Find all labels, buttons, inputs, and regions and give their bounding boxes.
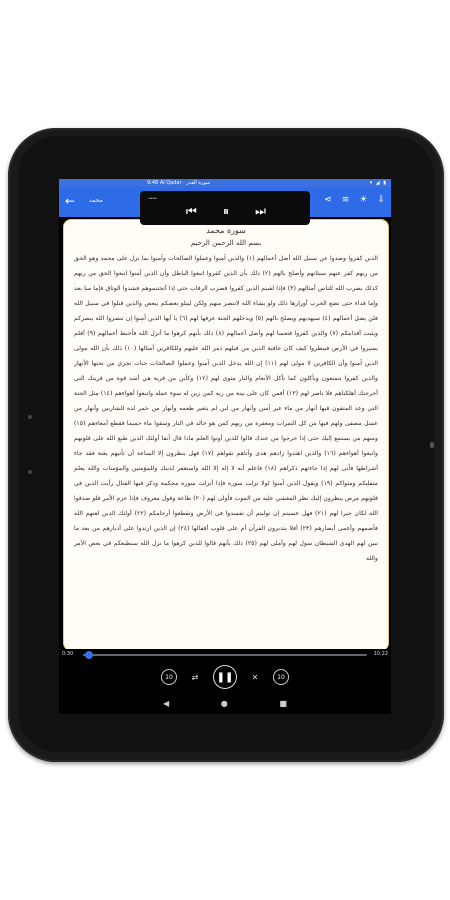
total-time: 10:22 (373, 651, 388, 657)
shuffle-icon[interactable]: ✕ (251, 672, 259, 682)
pause-button[interactable]: ❚❚ (213, 665, 237, 689)
camera-sensor (28, 470, 32, 474)
mini-player (140, 191, 310, 225)
system-nav-bar (163, 697, 287, 709)
verses-text: الذين كفروا وصدوا عن سبيل الله أضل أعمالهم (١) والذين آمنوا وعملوا الصالحات وآمنوا بما نزل على محمد وهو الحق من ربهم كفر عنهم سيئاتهم وأصلح بالهم (٢) ذلك بأن الذين كفروا اتبعوا الباطل وأن الذين آمنوا اتبعوا الحق من ربهم كذلك يضرب الله للناس أمثالهم (٣) فإذا لقيتم الذين كفروا فضرب الرقاب حتى إذا أثخنتموهم فشدوا الوثاق فإما منا بعد وإما فداء حتى تضع الحرب أوزارها ذلك ولو يشاء الله لانتصر منهم ولكن ليبلو بعضكم ببعض والذين قتلوا في سبيل الله فلن يضل أعمالهم (٤) سيهديهم ويصلح بالهم (٥) ويدخلهم الجنة عرفها لهم (٦) يا أيها الذين آمنوا إن تنصروا الله ينصركم ويثبت أقدامكم (٧) والذين كفروا فتعسا لهم وأضل أعمالهم (٨) ذلك بأنهم كرهوا ما أنزل الله فأحبط أعمالهم (٩) أفلم يسيروا في الأرض فينظروا كيف كان عاقبة الذين من قبلهم دمر الله عليهم وللكافرين أمثالها (١٠) ذلك بأن الله مولى الذين آمنوا وأن الكافرين لا مولى لهم (١١) إن الله يدخل الذين آمنوا وعملوا الصالحات جنات تجري من تحتها الأنهار والذين كفروا يتمتعون ويأكلون كما تأكل الأنعام والنار مثوى لهم (١٢) وكأين من قرية هي أشد قوة من قريتك التي أخرجتك أهلكناهم فلا ناصر لهم (١٣) أفمن كان على بينة من ربه كمن زين له سوء عمله واتبعوا أهواءهم (١٤) مثل الجنة التي وعد المتقون فيها أنهار من ماء غير آسن وأنهار من لبن لم يتغير طعمه وأنهار من خمر لذة للشاربين وأنهار من عسل مصفى ولهم فيها من كل الثمرات ومغفرة من ربهم كمن هو خالد في النار وسقوا ماء حميما فقطع أمعاءهم (١٥) ومنهم من يستمع إليك حتى إذا خرجوا من عندك قالوا للذين أوتوا العلم ماذا قال آنفا أولئك الذين طبع الله على قلوبهم واتبعوا أهواءهم (١٦) والذين اهتدوا زادهم هدى وآتاهم تقواهم (١٧) فهل ينظرون إلا الساعة أن تأتيهم بغتة فقد جاء أشراطها فأنى لهم إذا جاءتهم ذكراهم (١٨) فاعلم أنه لا إله إلا الله واستغفر لذنبك وللمؤمنين والمؤمنات والله يعلم متقلبكم ومثواكم (١٩) ويقول الذين آمنوا لولا نزلت سورة فإذا أنزلت سورة محكمة وذكر فيها القتال رأيت الذين في قلوبهم مرض ينظرون إليك نظر المغشي عليه من الموت فأولى لهم (٢٠) طاعة وقول معروف فإذا عزم الأمر فلو صدقوا الله لكان خيرا لهم (٢١) فهل عسيتم إن توليتم أن تفسدوا في الأرض وتقطعوا أرحامكم (٢٢) أولئك الذين لعنهم الله فأصمهم وأعمى أبصارهم (٢٣) أفلا يتدبرون القرآن أم على قلوب أقفالها (٢٤) إن الذين ارتدوا على أدبارهم من بعد ما تبين لهم الهدى الشيطان سول لهم وأملى لهم (٢٥) ذلك بأنهم قالوا للذين كرهوا ما نزل الله سنطيعكم في بعض الأمر والله (74, 255, 379, 562)
audio-player (59, 649, 391, 714)
front-camera (28, 415, 32, 419)
nav-recents-icon[interactable]: ■ (279, 698, 287, 708)
player-controls (161, 665, 289, 689)
skip-previous-icon[interactable]: ⏮ (186, 204, 197, 218)
brightness-icon[interactable]: ☀ (359, 195, 368, 205)
mini-player-controls (186, 204, 266, 218)
nav-back-icon[interactable]: ◀ (163, 698, 170, 708)
seek-bar[interactable] (83, 654, 367, 656)
seek-thumb[interactable] (85, 651, 93, 659)
side-sensor (430, 442, 434, 448)
bookmark-icon[interactable]: ≡ (341, 195, 350, 205)
status-icons: ▾ ◢ ▮ (369, 180, 387, 186)
arrow-left-icon[interactable]: ← (65, 194, 76, 208)
tablet-screen (59, 179, 391, 714)
basmala: بسم الله الرحمن الرحيم (190, 239, 262, 247)
pause-icon[interactable]: ⏸ (222, 204, 229, 218)
repeat-icon[interactable]: ⇄ (191, 672, 199, 682)
rewind-10-icon[interactable]: 10 (161, 669, 177, 685)
mini-player-title: محمد (148, 195, 158, 200)
share-icon[interactable]: ⋖ (324, 195, 332, 205)
nav-home-icon[interactable]: ● (220, 698, 228, 708)
status-bar (59, 179, 391, 187)
app-bar-actions (324, 195, 385, 205)
elapsed-time: 0:30 (62, 651, 74, 657)
app-bar-title: محمد (89, 197, 103, 204)
skip-next-icon[interactable]: ⏭ (255, 204, 266, 218)
surah-title: سورة محمد (206, 226, 246, 235)
download-icon[interactable]: ⇩ (377, 195, 385, 205)
status-time: 9:48 Al Qadar · سورة القدر (147, 180, 211, 186)
quran-page (63, 219, 389, 651)
forward-10-icon[interactable]: 10 (273, 669, 289, 685)
